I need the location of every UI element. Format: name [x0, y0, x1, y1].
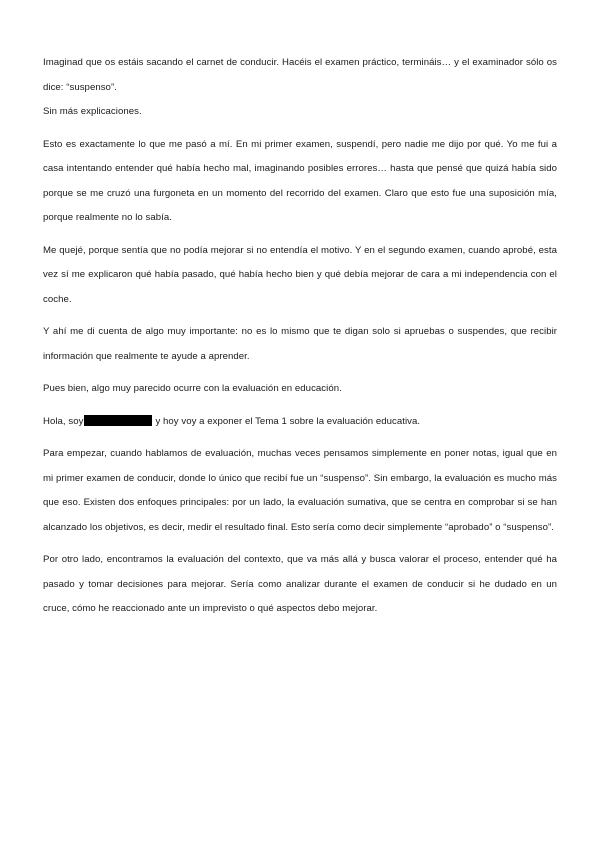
- paragraph-first-exam: Esto es exactamente lo que me pasó a mí. En mi primer examen, suspendí, pero nadie me dijo por qué. Yo me fui a casa intentando entender qué había hecho mal, imaginando posibles errores… hasta que pensé que quizá había sido porque se me cruzó una furgoneta en un momento del recorrido del examen. Claro que esto fue una suposición mía, porque realmente no lo sabía.: [43, 138, 557, 223]
- document-page: [43, 51, 557, 630]
- paragraph-education-link: Pues bien, algo muy parecido ocurre con la evaluación en educación.: [43, 383, 342, 394]
- paragraph-context-evaluation: Por otro lado, encontramos la evaluación del contexto, que va más allá y busca valorar el proceso, entender qué ha pasado y tomar decisiones para mejorar. Sería como analizar durante el examen de conducir si he dudado en un cruce, cómo he reaccionado ante un imprevisto o qué aspectos debo mejorar.: [43, 554, 557, 614]
- paragraph-second-exam: Me quejé, porque sentía que no podía mejorar si no entendía el motivo. Y en el segundo examen, cuando aprobé, esta vez sí me explicaron qué había pasado, qué había hecho bien y qué debía mejorar de cara a mi independencia con el coche.: [43, 244, 557, 305]
- paragraph-no-explanations: Sin más explicaciones.: [43, 106, 142, 117]
- intro-topic: y hoy voy a exponer el Tema 1 sobre la evaluación educativa.: [155, 415, 421, 427]
- paragraph-driving-exam-intro: Imaginad que os estáis sacando el carnet de conducir. Hacéis el examen práctico, termináis… y el examinador sólo os dice: “suspenso”.: [43, 57, 557, 93]
- paragraph-realization: Y ahí me di cuenta de algo muy importante: no es lo mismo que te digan solo si apruebas o suspendes, que recibir información que realmente te ayude a aprender.: [43, 326, 557, 362]
- paragraph-summative-evaluation: Para empezar, cuando hablamos de evaluación, muchas veces pensamos simplemente en poner notas, igual que en mi primer examen de conducir, donde lo único que recibí fue un “suspenso”. Sin embargo, la evaluación es mucho más que eso. Existen dos enfoques principales: por un lado, la evaluación sumativa, que se centra en comprobar si se han alcanzado los objetivos, es decir, medir el resultado final. Esto sería como decir simplemente “aprobado” o “suspenso”.: [43, 448, 557, 533]
- paragraph-introduction: [43, 410, 557, 435]
- intro-greeting: Hola, soy: [43, 415, 84, 427]
- redacted-name-block: [84, 415, 152, 426]
